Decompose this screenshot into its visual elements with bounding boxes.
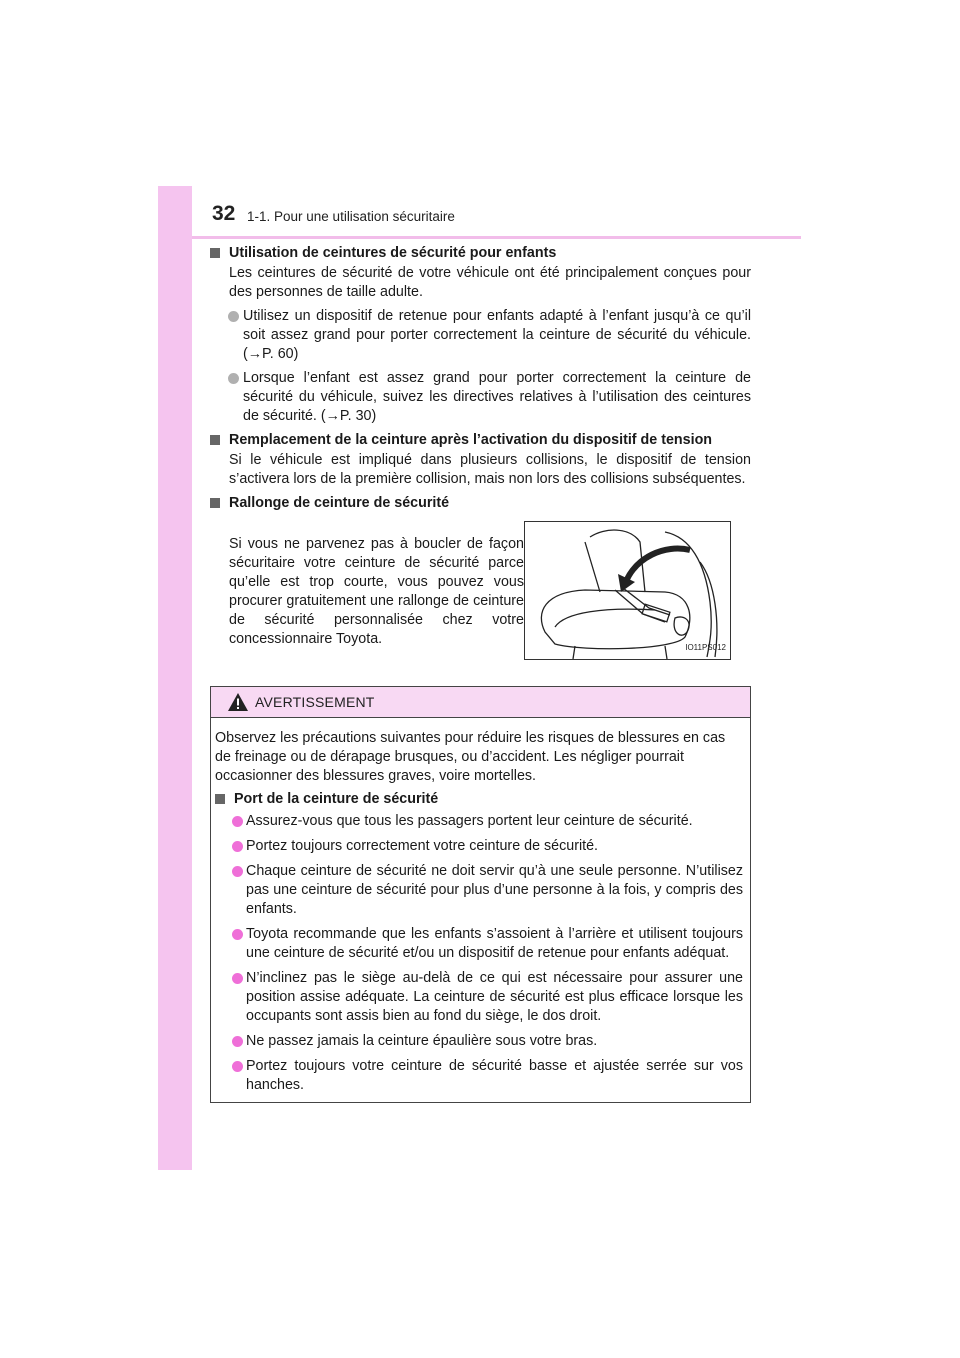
bullet-dot-icon (232, 929, 243, 940)
square-bullet-icon (210, 498, 220, 508)
bullet-dot-icon (232, 1036, 243, 1047)
warning-box (210, 686, 751, 1103)
warning-intro: Observez les précautions suivantes pour réduire les risques de blessures en cas de freinage ou de dérapage brusques, ou d’accident. Les négliger pourrait occasionner des blessures graves, voire mortelles. (215, 730, 726, 784)
warning-body (211, 718, 750, 1095)
heading-child-seatbelts: Utilisation de ceintures de sécurité pour enfants (210, 244, 751, 263)
extender-row (210, 521, 751, 660)
warning-header (211, 687, 750, 718)
warning-title: AVERTISSEMENT (255, 694, 375, 710)
figure-label: IO11PS012 (685, 643, 726, 652)
bullet-dot-icon (232, 1061, 243, 1072)
bullet-dot-icon (232, 816, 243, 827)
heading-extender: Rallonge de ceinture de sécurité (210, 494, 751, 513)
seatbelt-extender-illustration (524, 521, 731, 660)
chapter-sidebar-tab (158, 186, 192, 1170)
page-header (192, 196, 801, 239)
extender-text: Si vous ne parvenez pas à boucler de façon sécuritaire votre ceinture de sécurité parce qu’elle est trop courte, vous pouvez vous procurer gratuitement une rallonge de ceinture de sécurité personnalisée chez votre concessionnaire Toyota. (229, 536, 524, 647)
list-item: N’inclinez pas le siège au-delà de ce qui est nécessaire pour assurer une position assise adéquate. La ceinture de sécurité est plus efficace lorsque les occupants sont assis bien au fond du siège, le dos droit. (215, 969, 743, 1026)
square-bullet-icon (215, 794, 225, 804)
bullet-dot-icon (228, 311, 239, 322)
section-title: 1-1. Pour une utilisation sécuritaire (247, 209, 455, 224)
list-item: Toyota recommande que les enfants s’assoient à l’arrière et utilisent toujours une ceinture de sécurité et/ou un dispositif de retenue pour enfants adéquat. (215, 925, 743, 963)
list-item: Ne passez jamais la ceinture épaulière sous votre bras. (215, 1032, 743, 1051)
page-number: 32 (212, 202, 236, 225)
list-item: Assurez-vous que tous les passagers portent leur ceinture de sécurité. (215, 812, 743, 831)
list-item: Chaque ceinture de sécurité ne doit servir qu’à une seule personne. N’utilisez pas une ceinture de sécurité pour plus d’une personne à la fois, y compris des enfants. (215, 862, 743, 919)
main-content (210, 244, 751, 660)
bullet-dot-icon (232, 841, 243, 852)
list-item: Utilisez un dispositif de retenue pour enfants adapté à l’enfant jusqu’à ce qu’il soit assez grand pour porter correctement la ceinture de sécurité du véhicule. (→P. 60) (210, 307, 751, 364)
list-item: Lorsque l’enfant est assez grand pour porter correctement la ceinture de sécurité du véhicule, suivez les directives relatives à l’utilisation des ceintures de sécurité. (→P. 30) (210, 369, 751, 426)
warning-triangle-icon (227, 692, 249, 712)
heading-pretensioner: Remplacement de la ceinture après l’activation du dispositif de tension (210, 431, 751, 450)
child-seatbelts-text: Les ceintures de sécurité de votre véhicule ont été principalement conçues pour des personnes de taille adulte. (229, 265, 751, 300)
heading-wearing-seatbelt: Port de la ceinture de sécurité (215, 790, 743, 809)
square-bullet-icon (210, 435, 220, 445)
square-bullet-icon (210, 248, 220, 258)
list-item: Portez toujours correctement votre ceinture de sécurité. (215, 837, 743, 856)
bullet-dot-icon (232, 973, 243, 984)
list-item: Portez toujours votre ceinture de sécurité basse et ajustée serrée sur vos hanches. (215, 1057, 743, 1095)
pretensioner-text: Si le véhicule est impliqué dans plusieurs collisions, le dispositif de tension s’activera lors de la première collision, mais non lors des collisions subséquentes. (229, 452, 751, 487)
bullet-dot-icon (232, 866, 243, 877)
bullet-dot-icon (228, 373, 239, 384)
